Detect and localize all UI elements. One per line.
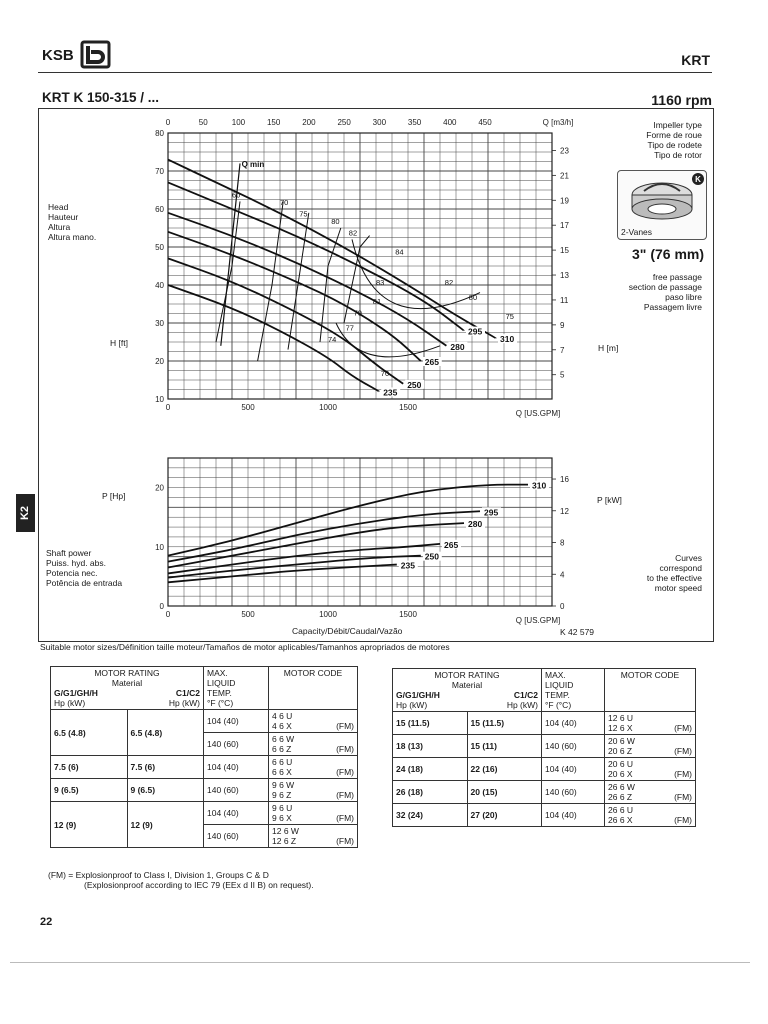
efficiency-label: 83	[376, 278, 385, 287]
efficiency-label: 84	[395, 247, 404, 257]
p-kw-label: P [kW]	[597, 495, 622, 505]
x2-tick-label: 300	[372, 118, 387, 127]
y2-tick-label: 21	[560, 171, 569, 181]
efficiency-label: 82	[348, 228, 358, 238]
curve-label-310: 310	[532, 480, 547, 491]
series-title: KRT	[681, 52, 710, 68]
curve-label-265: 265	[444, 539, 459, 550]
efficiency-label: 79	[353, 308, 362, 318]
curve-label-310: 310	[500, 334, 515, 345]
x-tick-label: 1500	[399, 610, 417, 619]
motor-table-left	[50, 666, 358, 848]
x-tick-label: 1000	[319, 403, 337, 412]
head-chart	[0, 0, 768, 430]
y2-tick-label: 16	[560, 475, 569, 485]
curve-label-250: 250	[407, 379, 422, 390]
table-header-row: MOTOR RATING Material G/G1/GH/H C1/C2 Hp (kW) Hp (kW) MAX. LIQUID TEMP. °F (°C) MOTOR CODE	[51, 667, 358, 710]
x-tick-label: 500	[241, 610, 255, 619]
h-m-label: H [m]	[598, 343, 619, 353]
x2-tick-label: 200	[302, 118, 316, 127]
x2-axis-label: Q [m3/h]	[542, 118, 574, 127]
capacity-label: Capacity/Débit/Caudal/Vazão	[292, 626, 403, 636]
table-row: 7.5 (6) 7.5 (6) 104 (40) 6 6 U 6 6 X (FM)	[51, 756, 358, 779]
y-tick-label: 80	[155, 129, 164, 138]
head-label: Head Hauteur Altura Altura mano.	[48, 202, 97, 242]
table-row: 18 (13) 15 (11) 140 (60) 20 6 W 20 6 Z (FM)	[393, 735, 696, 758]
curve-label-235: 235	[400, 560, 415, 571]
efficiency-label: 81	[372, 297, 382, 306]
h-ft-label: H [ft]	[110, 338, 128, 348]
table-row: 24 (18) 22 (16) 104 (40) 20 6 U 20 6 X (FM)	[393, 758, 696, 781]
y2-tick-label: 11	[560, 295, 569, 305]
table-row: 15 (11.5) 15 (11.5) 104 (40) 12 6 U 12 6 X (FM)	[393, 712, 696, 735]
y2-tick-label: 9	[560, 320, 565, 330]
efficiency-label: 75	[505, 312, 514, 322]
x2-tick-label: 0	[165, 118, 171, 127]
x2-tick-label: 250	[337, 118, 351, 127]
x-tick-label: 1500	[399, 403, 417, 412]
x2-tick-label: 100	[231, 118, 246, 127]
y2-tick-label: 12	[560, 506, 569, 516]
p-hp-label: P [Hp]	[102, 491, 126, 501]
curve-label-250: 250	[424, 551, 439, 562]
motor-sizes-title: Suitable motor sizes/Définition taille moteur/Tamaños de motor aplicables/Tamanhos apropriados de motores	[40, 642, 450, 652]
y-tick-label: 20	[155, 483, 164, 493]
y2-tick-label: 8	[560, 538, 565, 548]
section-tab: K2	[16, 494, 35, 532]
curve-label-295: 295	[468, 326, 483, 337]
table-row: 140 (60) 12 6 W 12 6 Z (FM)	[51, 825, 358, 848]
x2-tick-label: 400	[443, 118, 457, 127]
efficiency-label: 74	[328, 335, 337, 344]
x-tick-label: 500	[241, 403, 255, 412]
power-chart	[0, 440, 768, 640]
x2-tick-label: 150	[266, 118, 281, 127]
curve-280	[168, 213, 446, 346]
y2-tick-label: 17	[560, 221, 569, 231]
impeller-badge: K	[692, 173, 704, 185]
x-tick-label: 0	[165, 610, 171, 619]
curve-label-280: 280	[468, 519, 483, 530]
curve-label-280: 280	[450, 341, 465, 352]
vanes-label: 2-Vanes	[621, 227, 653, 237]
x2-tick-label: 50	[198, 118, 208, 127]
y-tick-label: 10	[155, 542, 164, 552]
efficiency-label: 77	[345, 323, 354, 333]
table-row: 26 (18) 20 (15) 140 (60) 26 6 W 26 6 Z (FM)	[393, 781, 696, 804]
shaft-power-label: Shaft power Puiss. hyd. abs. Potencia nec. Potência de entrada	[46, 548, 123, 588]
x2-tick-label: 450	[478, 118, 492, 127]
qmin-label: Q min	[241, 160, 265, 170]
efficiency-label: 70	[280, 198, 289, 208]
curve-label-265: 265	[424, 357, 439, 367]
model-title: KRT K 150-315 / ...	[42, 90, 160, 105]
efficiency-label: 75	[299, 209, 308, 219]
efficiency-label: 70	[380, 369, 390, 379]
efficiency-label: 80	[331, 217, 340, 227]
table-row: 12 (9) 12 (9) 104 (40) 9 6 U 9 6 X (FM)	[51, 802, 358, 825]
curve-label-295: 295	[484, 507, 499, 518]
footer-rule	[10, 962, 750, 963]
table-row: 140 (60) 6 6 W 6 6 Z (FM)	[51, 733, 358, 756]
y-tick-label: 60	[155, 205, 164, 214]
y2-tick-label: 15	[560, 246, 569, 256]
free-passage-label: free passage section de passage paso libre Passagem livre	[628, 272, 702, 312]
table-row: 9 (6.5) 9 (6.5) 140 (60) 9 6 W 9 6 Z (FM)	[51, 779, 358, 802]
y-tick-label: 50	[155, 243, 164, 252]
efficiency-label: 82	[444, 278, 454, 287]
curve-label-235: 235	[383, 387, 398, 398]
y-tick-label: 70	[155, 167, 164, 176]
y-tick-label: 40	[155, 281, 164, 290]
x-axis-label: Q [US.GPM]	[515, 409, 561, 418]
y2-tick-label: 4	[560, 570, 565, 580]
y2-tick-label: 23	[560, 146, 569, 156]
speed-label: 1160 rpm	[651, 92, 712, 108]
x2-tick-label: 350	[407, 118, 422, 127]
y-tick-label: 0	[159, 602, 164, 611]
chart-reference: K 42 579	[560, 627, 595, 637]
efficiency-label: 80	[468, 293, 478, 303]
table-row: 32 (24) 27 (20) 104 (40) 26 6 U 26 6 X (FM)	[393, 804, 696, 827]
efficiency-label: 60	[232, 190, 241, 200]
brand-name: KSB	[42, 46, 74, 64]
motor-table-right	[392, 668, 696, 827]
footnote: (FM) = Explosionproof to Class I, Division 1, Groups C & D (Explosionproof according to IEC 79 (EEx d II B) on request).	[48, 870, 314, 890]
y-tick-label: 10	[155, 395, 164, 404]
impeller-type-label: Impeller type Forme de roue Tipo de rodete Tipo de rotor	[646, 120, 702, 160]
qmin-line	[221, 163, 240, 345]
y2-tick-label: 0	[560, 602, 565, 611]
passage-size: 3" (76 mm)	[632, 246, 704, 262]
y-tick-label: 20	[155, 357, 164, 366]
table-header-row: MOTOR RATING Material G/G1/GH/H C1/C2 Hp (kW) Hp (kW) MAX. LIQUID TEMP. °F (°C) MOTOR CODE	[393, 669, 696, 712]
curves-note: Curves correspond to the effective motor speed	[646, 553, 702, 593]
x-tick-label: 1000	[319, 610, 337, 619]
table-row: 6.5 (4.8) 6.5 (4.8) 104 (40) 4 6 U 4 6 X (FM)	[51, 710, 358, 733]
y-tick-label: 30	[155, 319, 164, 328]
y2-tick-label: 19	[560, 196, 569, 206]
page-number: 22	[40, 916, 53, 928]
x-axis-label: Q [US.GPM]	[515, 616, 561, 625]
y2-tick-label: 5	[560, 370, 565, 380]
y2-tick-label: 13	[560, 271, 569, 281]
y2-tick-label: 7	[560, 345, 565, 355]
x-tick-label: 0	[165, 403, 171, 412]
